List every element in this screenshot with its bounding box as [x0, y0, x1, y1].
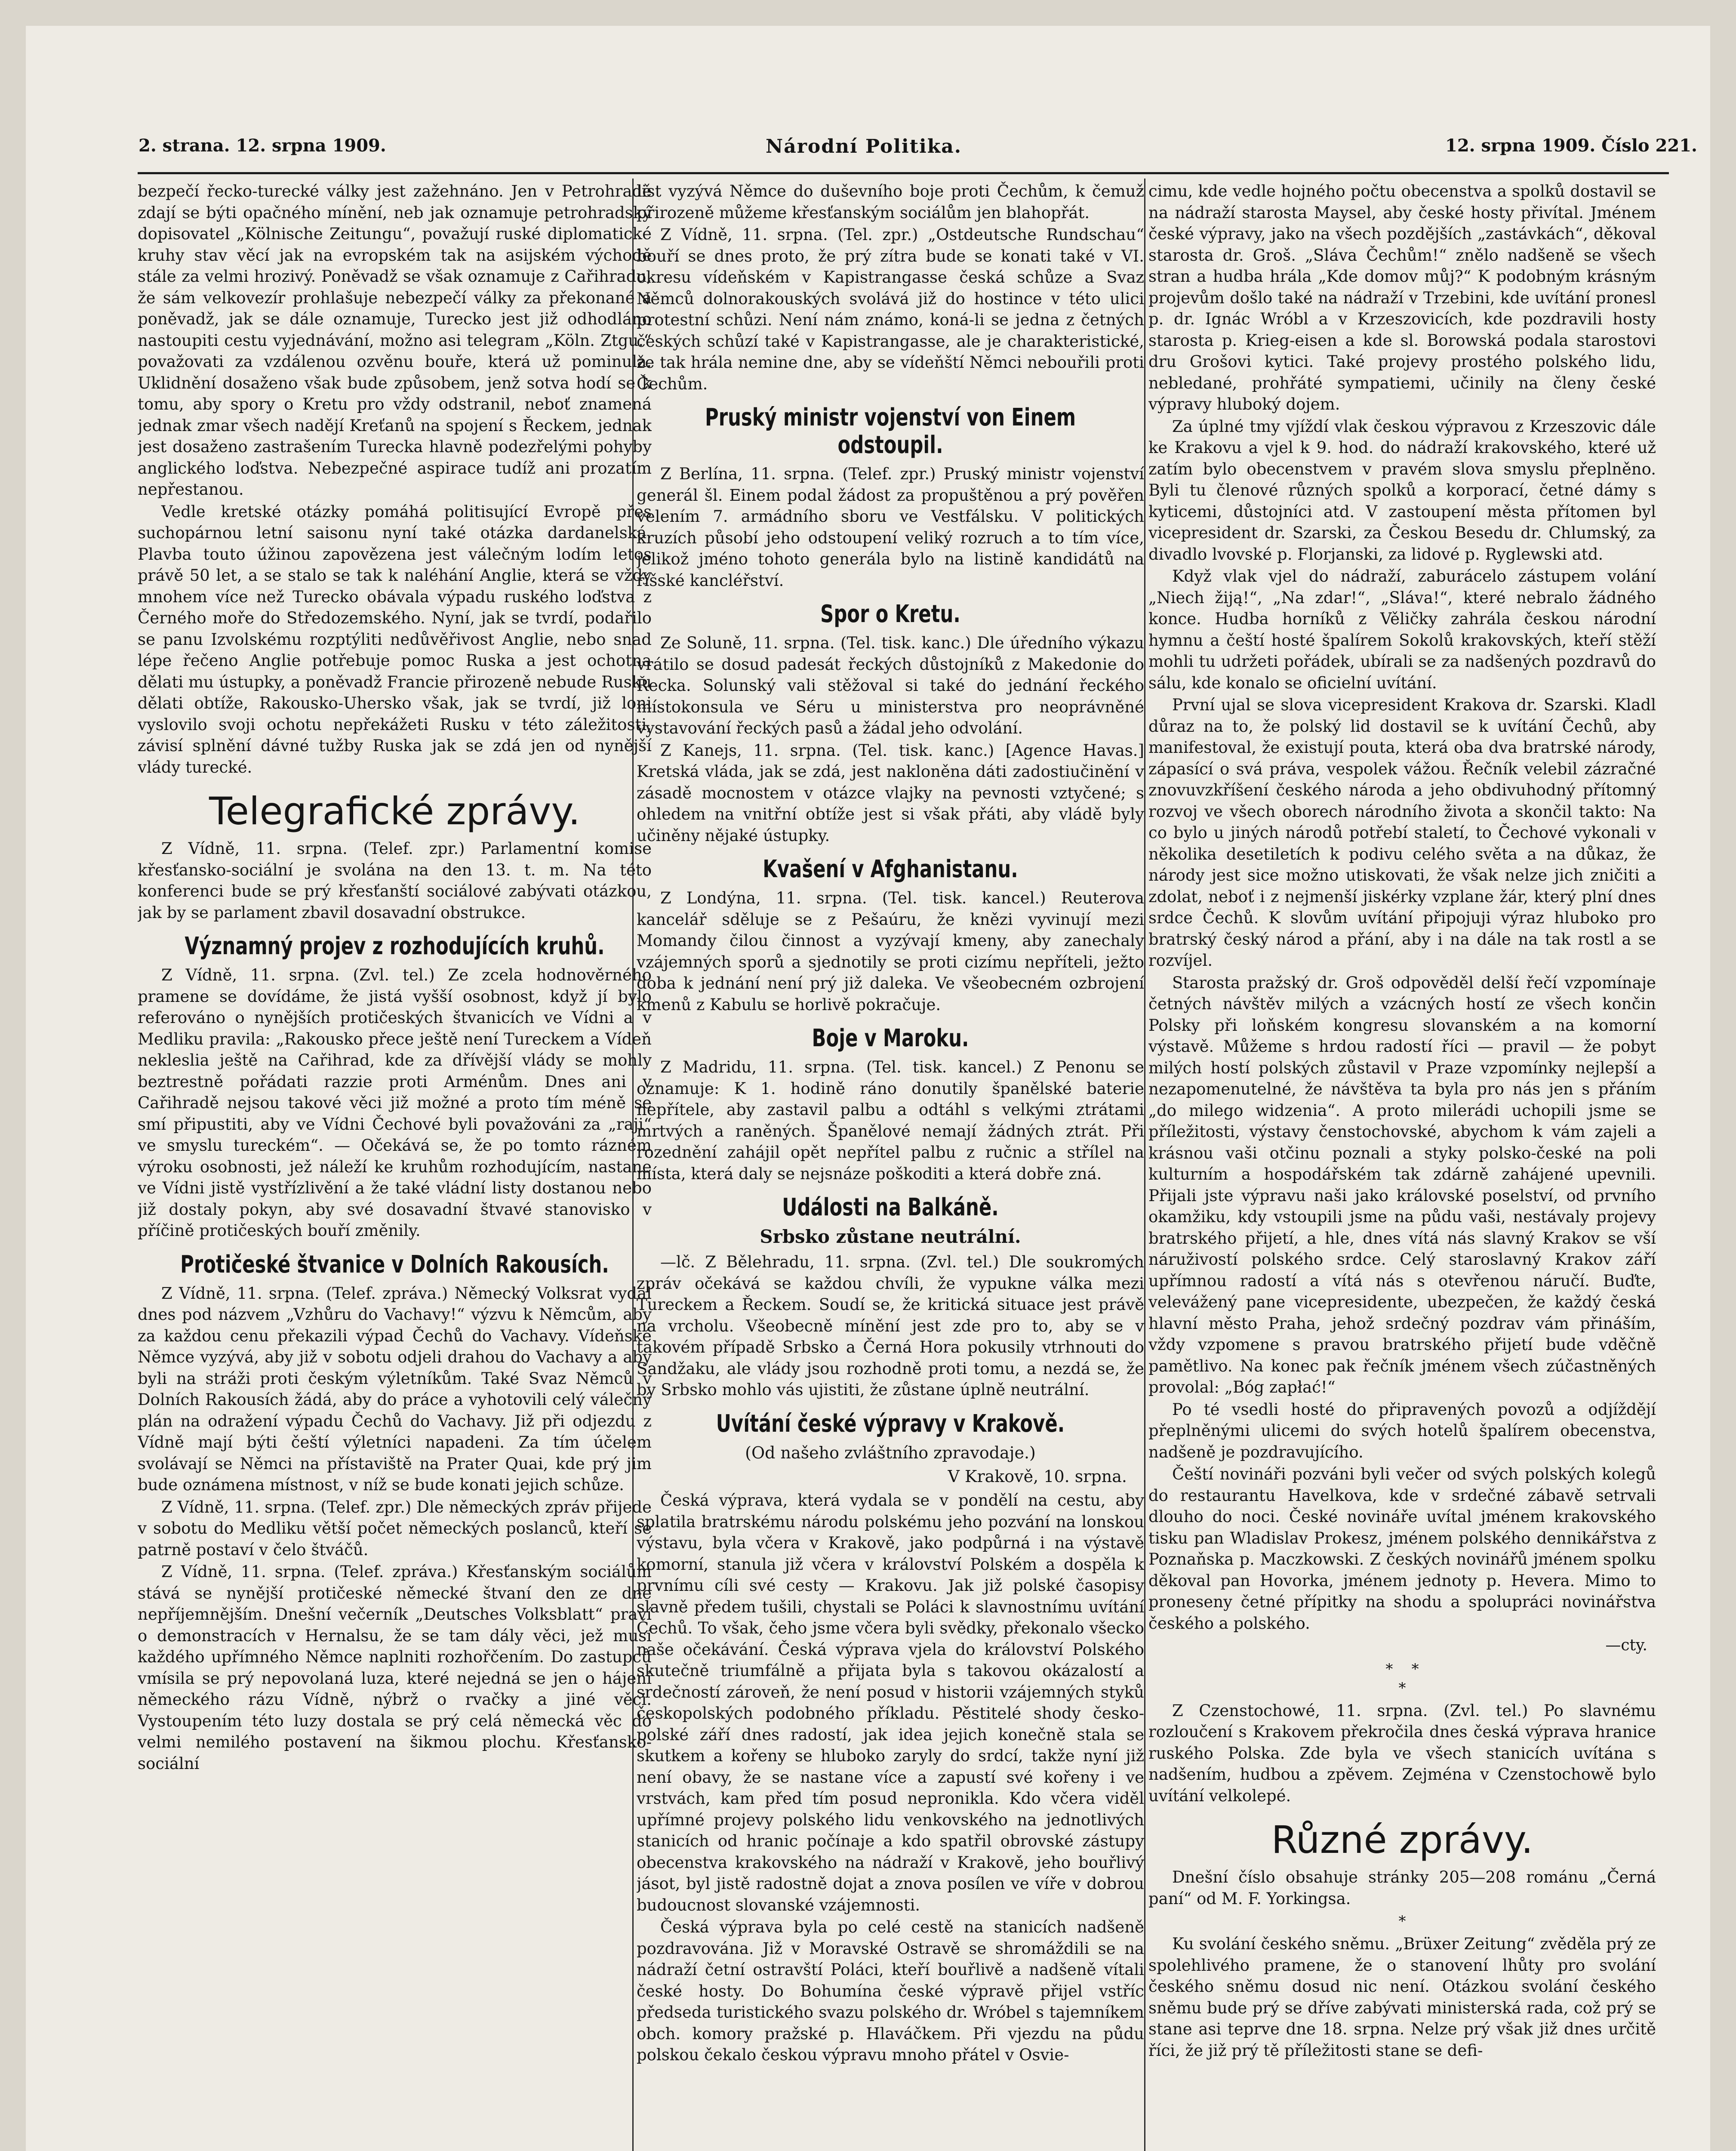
- subheadline-serbia: Srbsko zůstane neutrální.: [760, 1226, 1021, 1247]
- article-salonika: Ze Soluně, 11. srpna. (Tel. tisk. kanc.) Dle úředního výkazu vrátilo se dosud padesát řeckých důstojníků z Makedonie do Řecka. Solunský vali stěžoval si také do jednání řeckého místokonsula ve Séru u ministerstva pro neoprávněné vystavování řeckých pasů a žádal jeho odvolání.: [637, 634, 1144, 737]
- article-vicepresident-speech: První ujal se slova vicepresident Krakova dr. Szarski. Kladl důraz na to, že polský lid dostavil se k uvítání Čechů, aby manifestoval, že existují pouta, která oba dva bratrské národy, zápasící o svá práva, vespolek vážou. Řečník velebil zázračné znovuvzkříšení českého národa a jeho obdivuhodný přítomný rozvoj ve všech oborech národního života a skončil takto: Na co bylo u jiných národů potřebí staletí, to Čechové vykonali v několika desetiletích k podivu celého světa a na důkaz, že národy jest sice možno utiskovati, že však nelze jich zničiti a zdolat, neboť i z nejmenší jiskérky vzplane žár, který plní dnes srdce Čechů. K slovům uvítání připojuji výraz hluboko pro bratrský český národ a přání, aby i na dále na tak rostl a se rozvíjel.: [1148, 696, 1656, 970]
- headline-anti-czech-agitation: Protičeské štvanice v Dolních Rakousích.: [180, 1250, 609, 1279]
- article-ostdeutsche-rundschau: Z Vídně, 11. srpna. (Tel. zpr.) „Ostdeutsche Rundschau“ bouří se dnes proto, že prý zítra bude se konati také v VI. okresu vídeňském v Kapistrangasse česká schůze a Svaz Němců dolnorakouských svolává již do hostince v této ulici protestní schůzi. Není nám známo, koná-li se jedna z četných českých schůzí také v Kapistrangasse, ale je charakteristické, že tak hrála nemine dne, aby se vídeňští Němci nebouřili proti Čechům.: [637, 225, 1144, 393]
- correspondent-note: (Od našeho zvláštního zpravodaje.): [745, 1443, 1036, 1462]
- article-arrival-krakow: Za úplné tmy vjíždí vlak českou výpravou z Krzeszovic dále ke Krakovu a vjel k 9. hod. do nádraží krakovského, které už zatím bylo obecenstvem v pravém slova smyslu přeplněno. Byli tu členové různých spolků a korporací, četné dámy s kyticemi, důstojníci atd. V zastoupení města přítomen byl vicepresident dr. Szarski, za Českou Besedu dr. Chlumský, za divadlo lvovské p. Florjanski, za lidové p. Ryglewski atd.: [1148, 417, 1656, 564]
- article-station-welcome: Když vlak vjel do nádraží, zaburácelo zástupem volání „Niech žiją!“, „Na zdar!“, „Sláva!“, které nebralo žádného konce. Hudba horníků z Věličky zahrála českou národní hymnu a čeští hosté špalírem Sokolů krakovských, kteří stěží mohli tu udržeti pořádek, ubírali se za nadšených pozdravů do sálu, kde konalo se oficielní uvítání.: [1148, 567, 1656, 692]
- article-crete-continued: bezpečí řecko-turecké války jest zažehnáno. Jen v Petrohradě zdají se býti opačného mínění, neb jak oznamuje petrohradský dopisovatel „Kölnische Zeitungu“, považují ruské diplomatické kruhy stav věcí jak na evropském tak na asijském východě stále za velmi hrozivý. Poněvadž se však oznamuje z Cařihradu, že sám velkovezír prohlašuje nebezpečí války za překonané a poněvadž, jak se dále oznamuje, Turecko jest již odhodláno nastoupiti cestu vyjednávání, možno asi telegram „Köln. Ztgu.“ považovati za vzdálenou ozvěnu bouře, která už pominula. Uklidnění dosaženo však bude způsobem, jenž sotva hodí se k tomu, aby spory o Kretu pro vždy odstranil, neboť znamená jednak zmar všech nadějí Kreťanů na spojení s Řeckem, jednak jest dosaženo zastrašením Turecka hlavně podezřelými pohyby anglického loďstva. Nebezpečné aspirace tudíž ani prozatím nepřestanou.: [138, 182, 652, 499]
- article-significant-statement: Z Vídně, 11. srpna. (Zvl. tel.) Ze zcela hodnověrného pramene se dovídáme, že jistá vyšší osobnost, když jí bylo referováno o nynějších protičeských štvanicích ve Vídni a v Medliku pravila: „Rakousko přece ještě není Tureckem a Vídeň nekleslia ještě na Cařihrad, kde za dřívější vlády se mohly beztrestně pořádati razzie proti Arménům. Dnes ani v Cařihradě nejsou takové věci již možné a proto tím méně se smí připustiti, aby ve Vídni Čechové byli považováni za „raji“ ve smyslu tureckém“. — Očekává se, že po tomto rázném výroku osobnosti, jež náleží ke kruhům rozhodujícím, nastane ve Vídni jistě vystřízlivění a že také vládní listy dostanou nebo již dostaly pokyn, aby své dosavadní štvavé stanovisko v příčině protičeských bouří změnily.: [138, 966, 652, 1240]
- article-journalists: Čeští novináři pozváni byli večer od svých polských kolegů do restaurantu Havelkova, kde v srdečné zábavě setrvali dlouho do noci. České novináře uvítal jménem krakovského tisku pan Wladislav Prokesz, jménem polského dennikářstva z Poznaňska p. Maczkowski. Z českých novinářů jménem spolku děkoval pan Hovorka, jménem jednoty p. Hevera. Mimo to proneseny četné přípitky na shodu a spolupráci novinářstva českého a polského.: [1148, 1465, 1656, 1633]
- headline-crete-dispute: Spor o Kretu.: [820, 600, 960, 628]
- section-heading-various-news: Různé zprávy.: [1271, 1818, 1533, 1862]
- headline-prussian-minister: Pruský ministr vojenství von Einem odstoupil.: [705, 404, 1076, 459]
- notice-novel-pages: Dnešní číslo obsahuje stránky 205—208 románu „Černá paní“ od M. F. Yorkingsa.: [1148, 1868, 1656, 1908]
- page-header: [26, 131, 1710, 166]
- article-prussian-minister: Z Berlína, 11. srpna. (Telef. zpr.) Pruský ministr vojenství generál šl. Einem podal žádost za propuštěnou a prý pověřen velením 7. armádního sboru ve Vestfálsku. V politických kruzích působí jeho odstoupení veliký rozruch a to tím více, jelikož jméno tohoto generála bylo na listině kandidátů na říšské kancléřství.: [637, 465, 1144, 590]
- header-page-date: 2. strana. 12. srpna 1909.: [139, 136, 386, 156]
- article-afghanistan: Z Londýna, 11. srpna. (Tel. tisk. kancel.) Reuterova kancelář sděluje se z Pešaúru, že knězi vyvinují mezi Momandy čilou činnost a vyzývají kmeny, aby zanechaly vzájemných sporů a sjednotily se proti cizímu nepříteli, ježto doba k jednání není prý již daleka. Ve všeobecném ozbrojení kmenů z Kabulu se horlivě pokračuje.: [637, 889, 1144, 1014]
- article-christian-socials: Z Vídně, 11. srpna. (Telef. zpráva.) Křesťanským sociálům stává se nynější protičeské německé štvaní den ze dne nepříjemnějším. Dnešní večerník „Deutsches Volksblatt“ praví o demonstracích v Hernalsu, že se tam dály věci, jež musí každého upřímného Němce naplniti rozhořčením. Do zastupců vmísila se prý nepovolaná luza, které nejedná se jen o hájení německého rázu Vídně, nýbrž o rvačky a jiné věci. Vystoupením této luzy dostala se prý celá německá věc do velmi nemilého postavení na šikmou plochu. Křesťansko-sociální: [138, 1562, 652, 1773]
- headline-significant-statement: Významný projev z rozhodujících kruhů.: [185, 932, 605, 960]
- dateline-krakow: V Krakově, 10. srpna.: [948, 1467, 1127, 1486]
- article-czestochowa: Z Czenstochowé, 11. srpna. (Zvl. tel.) Po slavnému rozloučení s Krakovem překročila dnes česká výprava hranice ruského Polska. Zde byla ve všech stanicích uvítána s nadšením, hudbou a zpěvem. Zejména v Czenstochowě bylo uvítání velkolepé.: [1148, 1701, 1656, 1805]
- article-canea: Z Kanejs, 11. srpna. (Tel. tisk. kanc.) [Agence Havas.] Kretská vláda, jak se zdá, jest nakloněna dáti zadostiučinění v zásadě mocnostem v otázce vlajky na pevnosti vztyčené; s ohledem na vnitřní obtíže jest si však přáti, aby vládě byly učiněny nějaké ústupky.: [637, 741, 1144, 845]
- article-welcome-krakow-part1: Česká výprava, která vydala se v pondělí na cestu, aby splatila bratrskému národu polskému jeho pozvání na lonskou výstavu, byla včera v Krakově, jako podpůrná i na výstavě komorní, stanula již včera v království Polském a dospěla k prvnímu cíli své cesty — Krakovu. Jak již polské časopisy slavně předem tušili, chystali se Poláci k slavnostnímu uvítání Čechů. To však, čeho jsme včera byli svědky, překonalo všecko naše očekávání. Česká výprava vjela do království Polského skutečně triumfálně a přijata byla s takovou okázalostí a srdečností zároveň, že není posud v historii vzájemných styků českopolských podobného příkladu. Pěstitelé shody česko-polské září dnes radostí, jak idea jejich konečně stala se skutkem a kořeny se hluboko zaryly do srdcí, takže nyní již není obavy, že se nastane více a zapustí své kořeny i ve vrstvách, kam před tím posud nepronikla. Kdo včera viděl upřímné projevy polského lidu venkovského na jednotlivých stanicích od hranic počínaje a kdo spatřil obrovské zástupy obecenstva krakovského na nádraží v Krakově, jeho bouřlivý jásot, byl jistě radostně dojat a znova posílen ve víře v dobrou budoucnost slovanské vzájemnosti.: [637, 1491, 1144, 1914]
- headline-balkans: Události na Balkáně.: [782, 1193, 999, 1221]
- article-signature: —cty.: [1605, 1636, 1647, 1654]
- section-heading-telegrams: Telegrafické zprávy.: [209, 789, 580, 833]
- headline-afghanistan: Kvašení v Afghanistanu.: [763, 855, 1018, 883]
- headline-welcome-krakow: Uvítání české výpravy v Krakově.: [716, 1409, 1065, 1438]
- article-mayor-reply: Starosta pražský dr. Groš odpověděl delší řečí vzpomínaje četných návštěv milých a vzácných hostí ze všech končin Polsky při loňském kongresu slovanském a na komorní výstavě. Můžeme s hrdou radostí říci — pravil — že pobyt milých hostí polských zůstavil v Praze vzpomínky nejlepší a nezapomenutelné, že návštěva ta byla pro nás jen s přáním „do milego widzenia“. A proto milerádi uchopili jsme se příležitosti, výstavy čenstochovské, abychom k vám zajeli a krásnou vaši otčinu poznali a styky polsko-české na poli kulturním a hospodářském tak zdárně zahájené upevnili. Přijali jste výpravu naši jako královské poselství, od prvního okamžiku, kdy vstoupili jsme na půdu vaši, nestávaly projevy bratrského přijetí, a hle, dnes vítá nás slavný Krakov se vší náruživostí polského srdce. Celý staroslavný Krakov září upřímnou radostí a vítá nás s otevřenou náručí. Buďte, velevážený pane vicepresidente, ubezpečen, že každý česká hlavní město Praha, jehož srdečný pozdrav vám přináším, vždy vzpomene s pravou bratrského přijetí bude vděčně pamětlivo. Na konec pak řečník jménem všech zúčastněných provolal: „Bóg zapłać!“: [1148, 973, 1656, 1396]
- newspaper-page: [26, 26, 1710, 2151]
- header-issue-number: 12. srpna 1909. Číslo 221.: [1445, 136, 1697, 156]
- header-rule: [138, 172, 1669, 174]
- telegram-parliament-commission: Z Vídně, 11. srpna. (Telef. zpr.) Parlamentní komise křesťansko-sociální je svolána na den 13. t. m. Na této konferenci bude se prý křesťanští sociálové zabývati otázkou, jak by se parlament zbavil dosavadní obstrukce.: [138, 839, 652, 922]
- column-rule-2: [1144, 179, 1145, 2151]
- article-welcome-krakow-continued: cimu, kde vedle hojného počtu obecenstva a spolků dostavil se na nádraží starosta Maysel, aby české hosty přivítal. Jménem české výpravy, jako na všech pozdějších „zastávkách“, děkoval starosta dr. Groš. „Sláva Čechům!“ znělo nadšeně se všech stran a hudba hrála „Kde domov můj?“ K podobným krásným projevům došlo také na nádraží v Trzebini, kde uvítání pronesl p. dr. Ignác Wróbl a v Krzeszovicích, kde pozdravili hosty starosta p. Krieg-eisen a kde sl. Borowská podala starostovi dru Grošovi kytici. Také projevy prostého polského lidu, nebledané, prohřáté sympatiemi, učinily na členy české výpravy hluboký dojem.: [1148, 182, 1656, 413]
- article-bohemian-diet: Ku svolání českého sněmu. „Brüxer Zeitung“ zvěděla prý ze spolehlivého pramene, že o stanovení lhůty pro svolání českého sněmu dosud nic není. Otázkou svolání českého sněmu bude prý se dříve zabývati ministerská rada, což prý se stane asi teprve dne 18. srpna. Nelze prý však již dnes určitě říci, že již prý tě příležitosti stane se defi-: [1148, 1935, 1656, 2060]
- header-masthead: Národní Politika.: [766, 136, 962, 157]
- article-morocco: Z Madridu, 11. srpna. (Tel. tisk. kancel.) Z Penonu se oznamuje: K 1. hodině ráno donutily španělské baterie nepřítele, aby zastavil palbu a odtáhl s velkými ztrátami mrtvých a raněných. Španělové nemají žádných ztrát. Při rozednění zahájil opět nepřítel palbu z ručnic a střílel na místa, která daly se nejsnáze poškoditi a která dobře zná.: [637, 1058, 1144, 1183]
- article-volksrat-appeal: Z Vídně, 11. srpna. (Telef. zpráva.) Německý Volksrat vydal dnes pod názvem „Vzhůru do Vachavy!“ výzvu k Němcům, aby za každou cenu překazili výpad Čechů do Vachavy. Vídeňské Němce vyzývá, aby již v sobotu odjeli drahou do Vachavy a aby byli na stráži proti českým výletníkům. Také Svaz Němců v Dolních Rakousích žádá, aby do práce a vyhotovili celý válečný plán na odražení výpadu Čechů do Vachavy. Již při odjezdu z Vídně mají býti čeští výletníci napadeni. Za tím účelem svolávají se Němci na přístaviště na Prater Quai, kde prý jim bude oznámena místnost, v níž se bude konati jejich schůze.: [138, 1284, 652, 1494]
- column-1: [138, 181, 652, 2151]
- article-dardanelles: Vedle kretské otázky pomáhá politisující Evropě přes suchopárnou letní saisonu nyní také otázka dardanelská. Plavba touto úžinou zapovězena jest válečným lodím letos právě 50 let, a se stalo se tak k naléhání Anglie, která se vždy mnohem více než Turecko obávala výpadu ruského loďstva z Černého moře do Středozemského. Nyní, jak se tvrdí, podařilo se panu Izvolskému rozptýliti nedůvěřivost Anglie, nebo snad lépe řečeno Anglie potřebuje pomoc Ruska a jest ochotna dělati mu ústupky, a poněvadž Francie přirozeně nebude Rusku dělati obtíže, Rakousko-Uhersko však, jak se tvrdí, již loni vyslovilo svoji ochotu nepřekážeti Rusku v této záležitosti, závisí splnění dávné tužby Ruska jak se zdá jen od nynější vlády turecké.: [138, 502, 652, 777]
- separator-asterisk: *: [1398, 1913, 1406, 1930]
- column-2: [637, 181, 1144, 2151]
- separator-asterisks: * * *: [1385, 1660, 1419, 1697]
- headline-morocco: Boje v Maroku.: [812, 1024, 969, 1052]
- article-belgrade: —lč. Z Bělehradu, 11. srpna. (Zvl. tel.) Dle soukromých zpráv očekává se každou chvíli, že vypukne válka mezi Tureckem a Řeckem. Soudí se, že kritická situace jest právě na vrcholu. Všeobecně mínění jest zde pro to, aby se v takovém případě Srbsko a Černá Hora pokusily vtrhnouti do Sandžaku, ale vlády jsou rozhodně proti tomu, a nezdá se, že by Srbsko mohlo vás ujistiti, že zůstane úplně neutrální.: [637, 1253, 1144, 1399]
- article-christian-socials-continued: list vyzývá Němce do duševního boje proti Čechům, k čemuž přirozeně můžeme křesťanským sociálům jen blahopřát.: [637, 182, 1144, 222]
- article-welcome-krakow-part2: Česká výprava byla po celé cestě na stanicích nadšeně pozdravována. Již v Moravské Ostravě se shromáždili se na nádraží četní ostravští Poláci, kteří bouřlivě a nadšeně vítali české hosty. Do Bohumína české výpravě přijel vstříc předseda turistického svazu polského dr. Wróbel s tajemníkem obch. komory pražské p. Hlaváčkem. Při vjezdu na půdu polskou čekalo českou výpravu mnoho přátel v Osvie-: [637, 1918, 1144, 2064]
- article-deputies-medlik: Z Vídně, 11. srpna. (Telef. zpr.) Dle německých zpráv přijede v sobotu do Medliku větší počet německých poslanců, kteří se patrně postaví v čelo štváčů.: [138, 1498, 652, 1559]
- column-3: [1148, 181, 1656, 2151]
- article-departure-hotels: Po té vsedli hosté do připravených povozů a odjíždějí přeplněnými ulicemi do svých hotelů špalírem obecenstva, nadšeně je pozdravujícího.: [1148, 1400, 1656, 1461]
